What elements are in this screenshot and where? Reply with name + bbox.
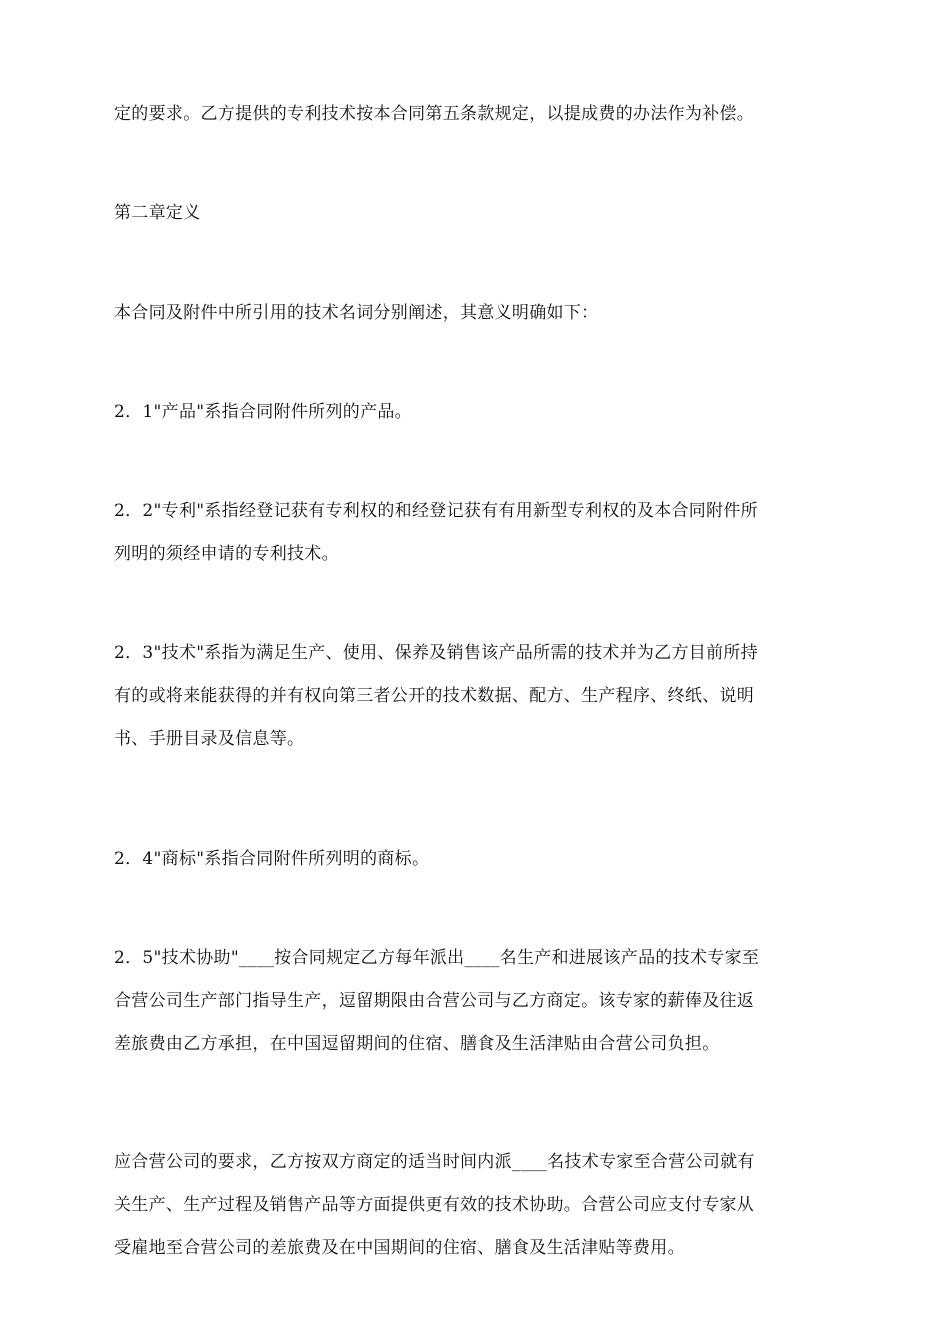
text-line: 合营公司生产部门指导生产，逗留期限由合营公司与乙方商定。该专家的薪俸及往返: [114, 991, 755, 1011]
text-line: 书、手册目录及信息等。: [114, 729, 305, 749]
text-line: 关生产、生产过程及销售产品等方面提供更有效的技术协助。合营公司应支付专家从: [114, 1195, 755, 1215]
definition-2-1: [114, 391, 842, 434]
text-line: 定的要求。乙方提供的专利技术按本合同第五条款规定，以提成费的办法作为补偿。: [114, 104, 755, 124]
text-line: 本合同及附件中所引用的技术名词分别阐述，其意义明确如下：: [114, 303, 599, 323]
text-line: 2．2"专利"系指经登记获有专利权的和经登记获有有用新型专利权的及本合同附件所: [114, 501, 758, 521]
text-line: 2．1"产品"系指合同附件所列的产品。: [114, 402, 412, 422]
paragraph-technical-assistance: [114, 1141, 842, 1270]
definition-2-4: [114, 838, 842, 881]
text-line: 2．5"技术协助"____按合同规定乙方每年派出____名生产和进展该产品的技术专家至: [114, 948, 760, 968]
text-line: 有的或将来能获得的并有权向第三者公开的技术数据、配方、生产程序、终纸、说明: [114, 686, 755, 706]
chapter-heading: [114, 192, 842, 235]
definition-2-5: [114, 937, 842, 1066]
paragraph-definitions-intro: [114, 292, 842, 335]
text-line: 差旅费由乙方承担，在中国逗留期间的住宿、膳食及生活津贴由合营公司负担。: [114, 1034, 720, 1054]
text-line: 第二章定义: [114, 203, 201, 223]
text-line: 2．3"技术"系指为满足生产、使用、保养及销售该产品所需的技术并为乙方目前所持: [114, 643, 758, 663]
definition-2-2: [114, 490, 842, 576]
text-line: 应合营公司的要求，乙方按双方商定的适当时间内派____名技术专家至合营公司就有: [114, 1152, 755, 1172]
paragraph-intro-tail: [114, 93, 842, 136]
text-line: 受雇地至合营公司的差旅费及在中国期间的住宿、膳食及生活津贴等费用。: [114, 1238, 685, 1258]
definition-2-3: [114, 632, 842, 761]
text-line: 列明的须经申请的专利技术。: [114, 544, 339, 564]
text-line: 2．4"商标"系指合同附件所列明的商标。: [114, 849, 430, 869]
